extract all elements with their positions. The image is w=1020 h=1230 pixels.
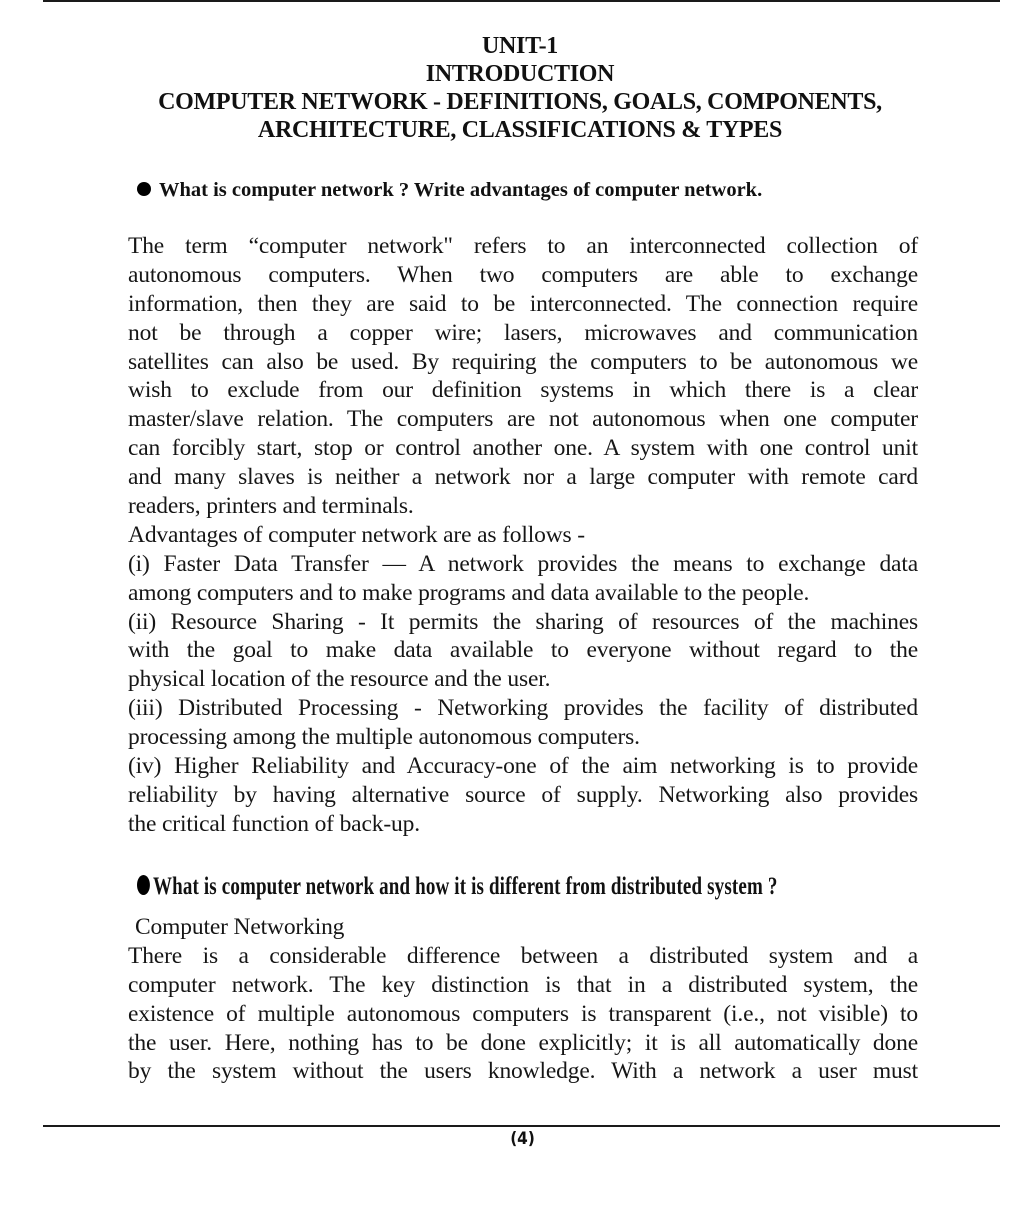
text-line: the user. Here, nothing has to be done explicitly; it is all automatically done [128, 1029, 918, 1056]
text-line: not be through a copper wire; lasers, microwaves and communication [128, 319, 918, 346]
text-line: processing among the multiple autonomous computers. [128, 724, 640, 751]
text-line: can forcibly start, stop or control another one. A system with one control unit [128, 435, 918, 462]
question-heading-2 [137, 872, 777, 902]
page-header [0, 32, 1020, 144]
text-line: satellites can also be used. By requiring the computers to be autonomous we [128, 348, 918, 375]
text-line: existence of multiple autonomous computers is transparent (i.e., not visible) to [128, 1000, 918, 1027]
chapter-title: INTRODUCTION [425, 61, 615, 87]
text-line: readers, printers and terminals. [128, 493, 414, 520]
advantage-item-4: (iv) Higher Reliability and Accuracy-one of the aim networking is to provide [128, 753, 918, 780]
text-line: autonomous computers. When two computers are able to exchange [128, 261, 918, 288]
question-text: What is computer network and how it is different from distributed system ? [152, 873, 778, 900]
text-line: The term “computer network" refers to an interconnected collection of [128, 233, 918, 259]
advantages-intro: Advantages of computer network are as follows - [128, 521, 585, 548]
question-text: What is computer network ? Write advantages of computer network. [159, 179, 763, 201]
chapter-subtitle-line-2: ARCHITECTURE, CLASSIFICATIONS & TYPES [257, 117, 783, 143]
text-line: the critical function of back-up. [128, 810, 420, 837]
footer-rule [43, 1125, 1000, 1127]
answer-body-2 [128, 913, 918, 1086]
text-line: and many slaves is neither a network nor a large computer with remote card [128, 464, 918, 491]
chapter-subtitle-line-1: COMPUTER NETWORK - DEFINITIONS, GOALS, COMPONENTS, [158, 89, 882, 115]
text-line: by the system without the users knowledge. With a network a user must [128, 1058, 918, 1085]
bullet-icon [137, 875, 150, 895]
text-line: There is a considerable difference between a distributed system and a [128, 942, 918, 969]
text-line: information, then they are said to be interconnected. The connection require [128, 290, 918, 317]
text-line: reliability by having alternative source of supply. Networking also provides [128, 781, 918, 808]
text-line: physical location of the resource and the user. [128, 666, 551, 693]
text-line: with the goal to make data available to everyone without regard to the [128, 637, 918, 664]
advantage-item-2: (ii) Resource Sharing - It permits the sharing of resources of the machines [128, 608, 918, 635]
text-line: computer network. The key distinction is that in a distributed system, the [128, 971, 918, 998]
page-number: (4) [510, 1129, 535, 1149]
advantage-item-3: (iii) Distributed Processing - Networking provides the facility of distributed [128, 695, 918, 722]
answer-body-1 [128, 232, 918, 839]
sub-heading: Computer Networking [135, 914, 345, 940]
text-line: among computers and to make programs and data available to the people. [128, 579, 810, 606]
text-line: wish to exclude from our definition systems in which there is a clear [128, 377, 918, 404]
top-rule [43, 0, 1000, 2]
unit-title: UNIT-1 [481, 33, 558, 59]
question-heading-1 [137, 177, 762, 203]
text-line: master/slave relation. The computers are not autonomous when one computer [128, 406, 918, 433]
bullet-icon [137, 182, 151, 196]
advantage-item-1: (i) Faster Data Transfer — A network provides the means to exchange data [128, 550, 918, 577]
